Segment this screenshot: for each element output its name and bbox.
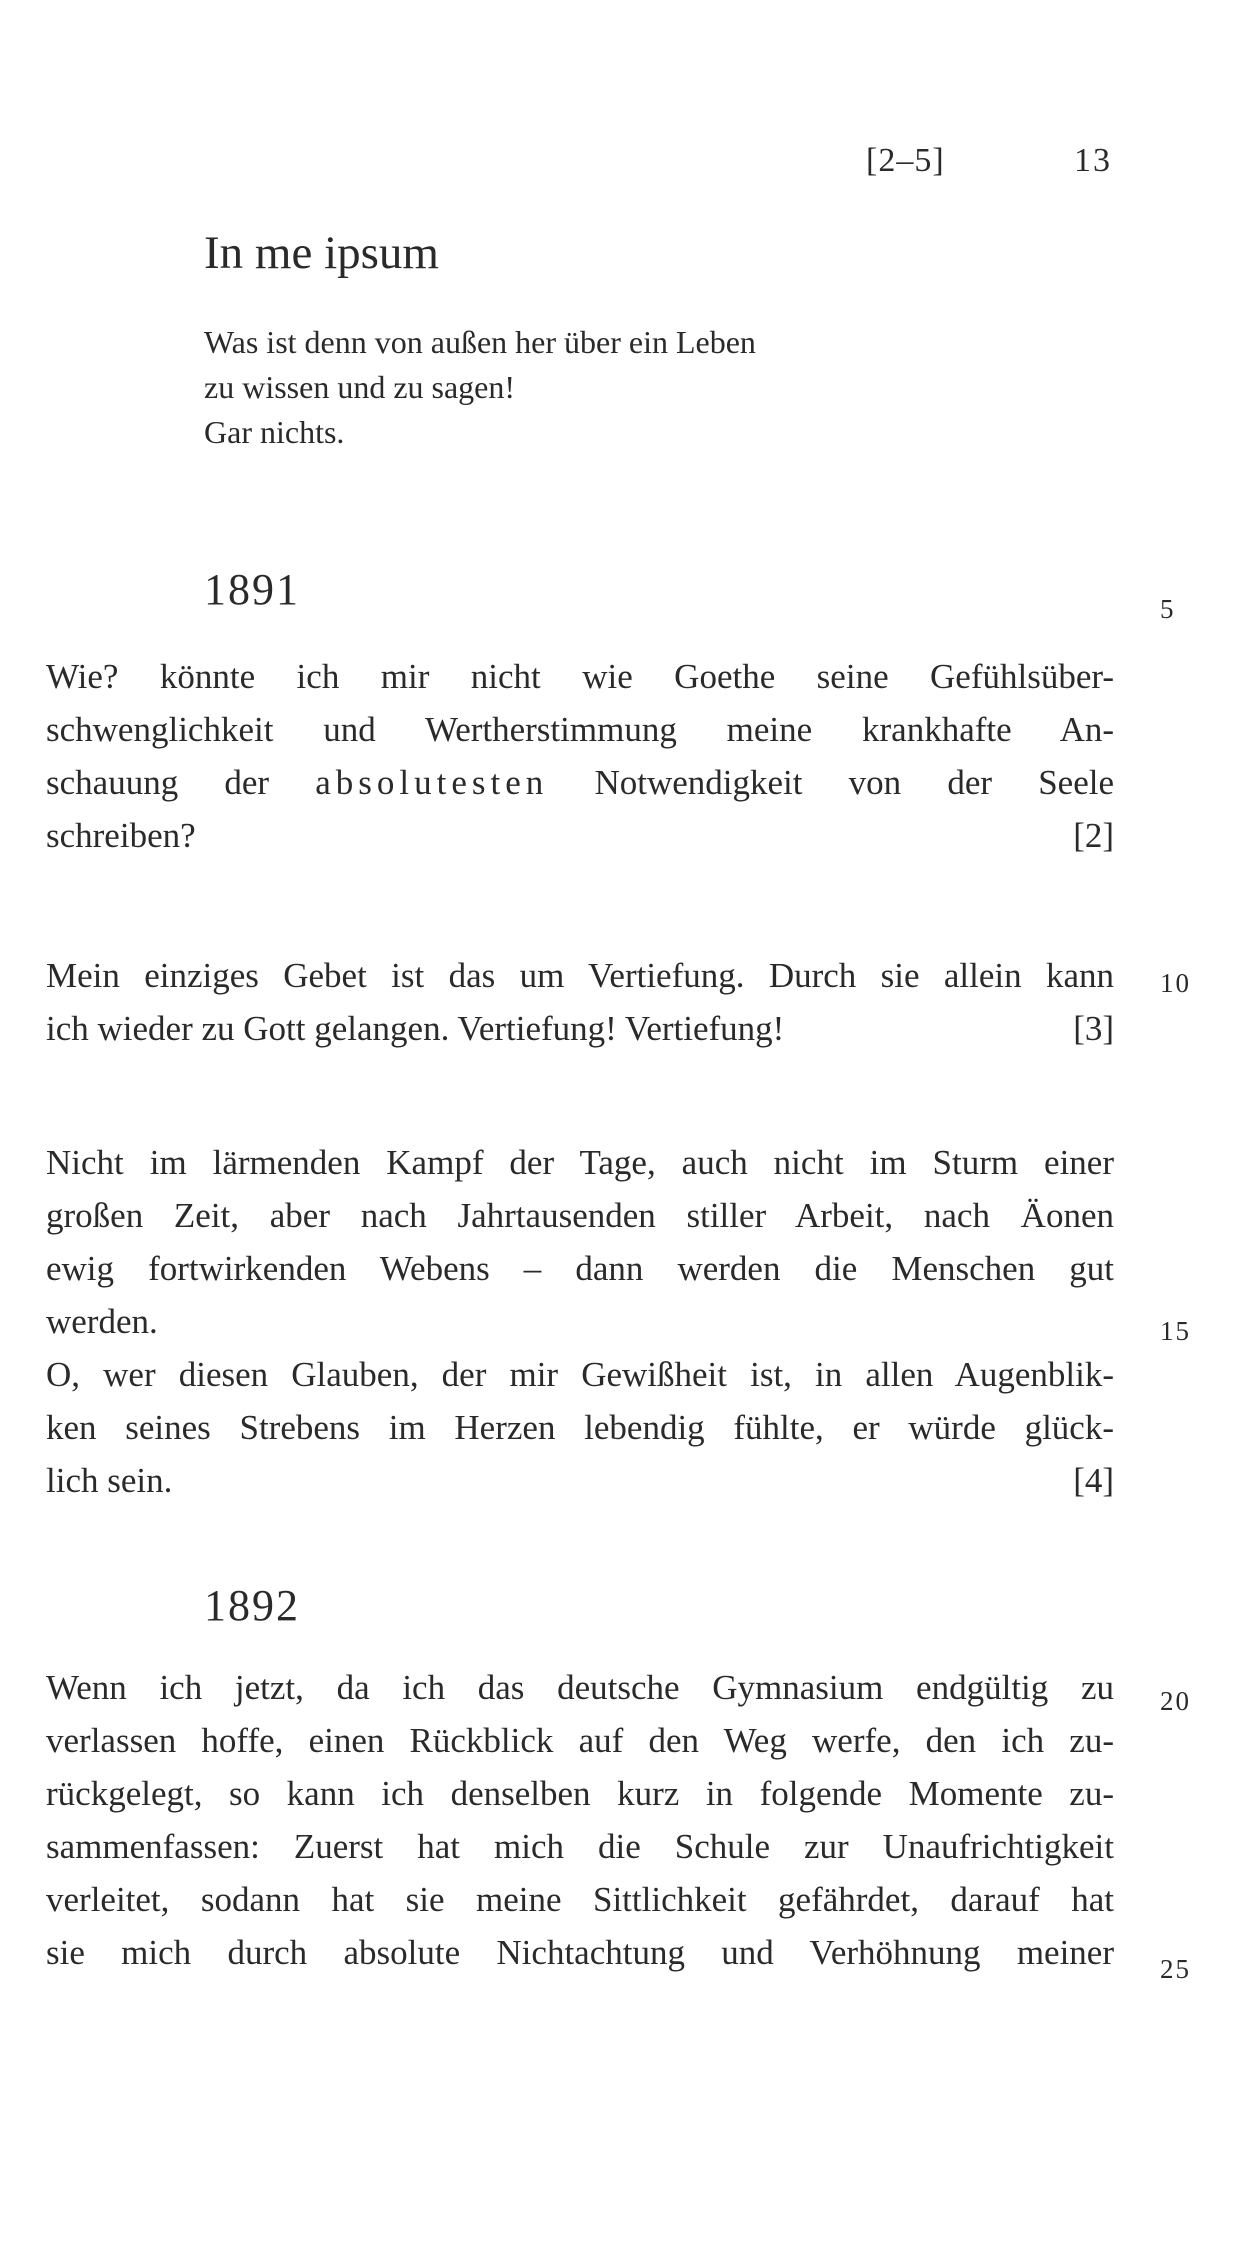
line-number: 20	[1160, 1686, 1191, 1716]
text-line: sammenfassen: Zuerst hat mich die Schule zur Unaufrichtigkeit	[46, 1827, 1114, 1866]
text-line: Nicht im lärmenden Kampf der Tage, auch nicht im Sturm einer	[46, 1143, 1114, 1182]
motto-line: Was ist denn von außen her über ein Leben	[204, 324, 756, 360]
text-line: ken seines Strebens im Herzen lebendig fühlte, er würde glück-	[46, 1408, 1114, 1447]
line-number: 10	[1160, 968, 1191, 998]
entry-3	[46, 949, 1114, 1055]
year-heading-1891: 1891	[204, 565, 300, 614]
year-heading-1892: 1892	[204, 1581, 300, 1630]
motto	[204, 320, 964, 455]
entry-reference: [2]	[1073, 816, 1114, 855]
text-fragment: lich sein.	[46, 1461, 173, 1500]
text-line: Wenn ich jetzt, da ich das deutsche Gymnasium endgültig zu	[46, 1668, 1114, 1707]
text-line: schwenglichkeit und Wertherstimmung meine krankhafte An-	[46, 710, 1114, 749]
text-fragment: schauung der	[46, 763, 270, 802]
text-line: werden.	[46, 1302, 158, 1341]
section-reference: [2–5]	[866, 142, 945, 179]
text-line: ewig fortwirkenden Webens – dann werden die Menschen gut	[46, 1249, 1114, 1288]
text-line: großen Zeit, aber nach Jahrtausenden stiller Arbeit, nach Äonen	[46, 1196, 1114, 1235]
motto-line: zu wissen und zu sagen!	[204, 369, 516, 405]
entry-reference: [3]	[1073, 1009, 1114, 1048]
text-fragment: schreiben?	[46, 816, 196, 855]
page-number: 13	[1074, 142, 1112, 179]
text-line	[46, 809, 1114, 862]
line-number: 25	[1160, 1954, 1191, 1984]
text-line: Wie? könnte ich mir nicht wie Goethe seine Gefühlsüber-	[46, 657, 1114, 696]
text-line: verleitet, sodann hat sie meine Sittlichkeit gefährdet, darauf hat	[46, 1880, 1114, 1919]
motto-line: Gar nichts.	[204, 414, 345, 450]
entry-reference: [4]	[1073, 1461, 1114, 1500]
text-line	[46, 756, 1114, 809]
text-fragment: ich wieder zu Gott gelangen. Vertiefung! Vertiefung!	[46, 1009, 785, 1048]
entry-2	[46, 650, 1114, 862]
text-line: verlassen hoffe, einen Rückblick auf den Weg werfe, den ich zu-	[46, 1721, 1114, 1760]
entry-4	[46, 1136, 1114, 1507]
text-line: Mein einziges Gebet ist das um Vertiefung. Durch sie allein kann	[46, 956, 1114, 995]
text-line	[46, 1002, 1114, 1055]
text-fragment: Notwendigkeit von der Seele	[594, 763, 1115, 802]
entry-5	[46, 1661, 1114, 1979]
text-line	[46, 1454, 1114, 1507]
text-line: rückgelegt, so kann ich denselben kurz in folgende Momente zu-	[46, 1774, 1114, 1813]
page-title: In me ipsum	[204, 227, 439, 279]
text-line: sie mich durch absolute Nichtachtung und Verhöhnung meiner	[46, 1933, 1114, 1972]
line-number: 5	[1160, 594, 1176, 624]
emphasized-word: absolutesten	[315, 763, 549, 802]
line-number: 15	[1160, 1316, 1191, 1346]
text-line: O, wer diesen Glauben, der mir Gewißheit ist, in allen Augenblik-	[46, 1355, 1114, 1394]
